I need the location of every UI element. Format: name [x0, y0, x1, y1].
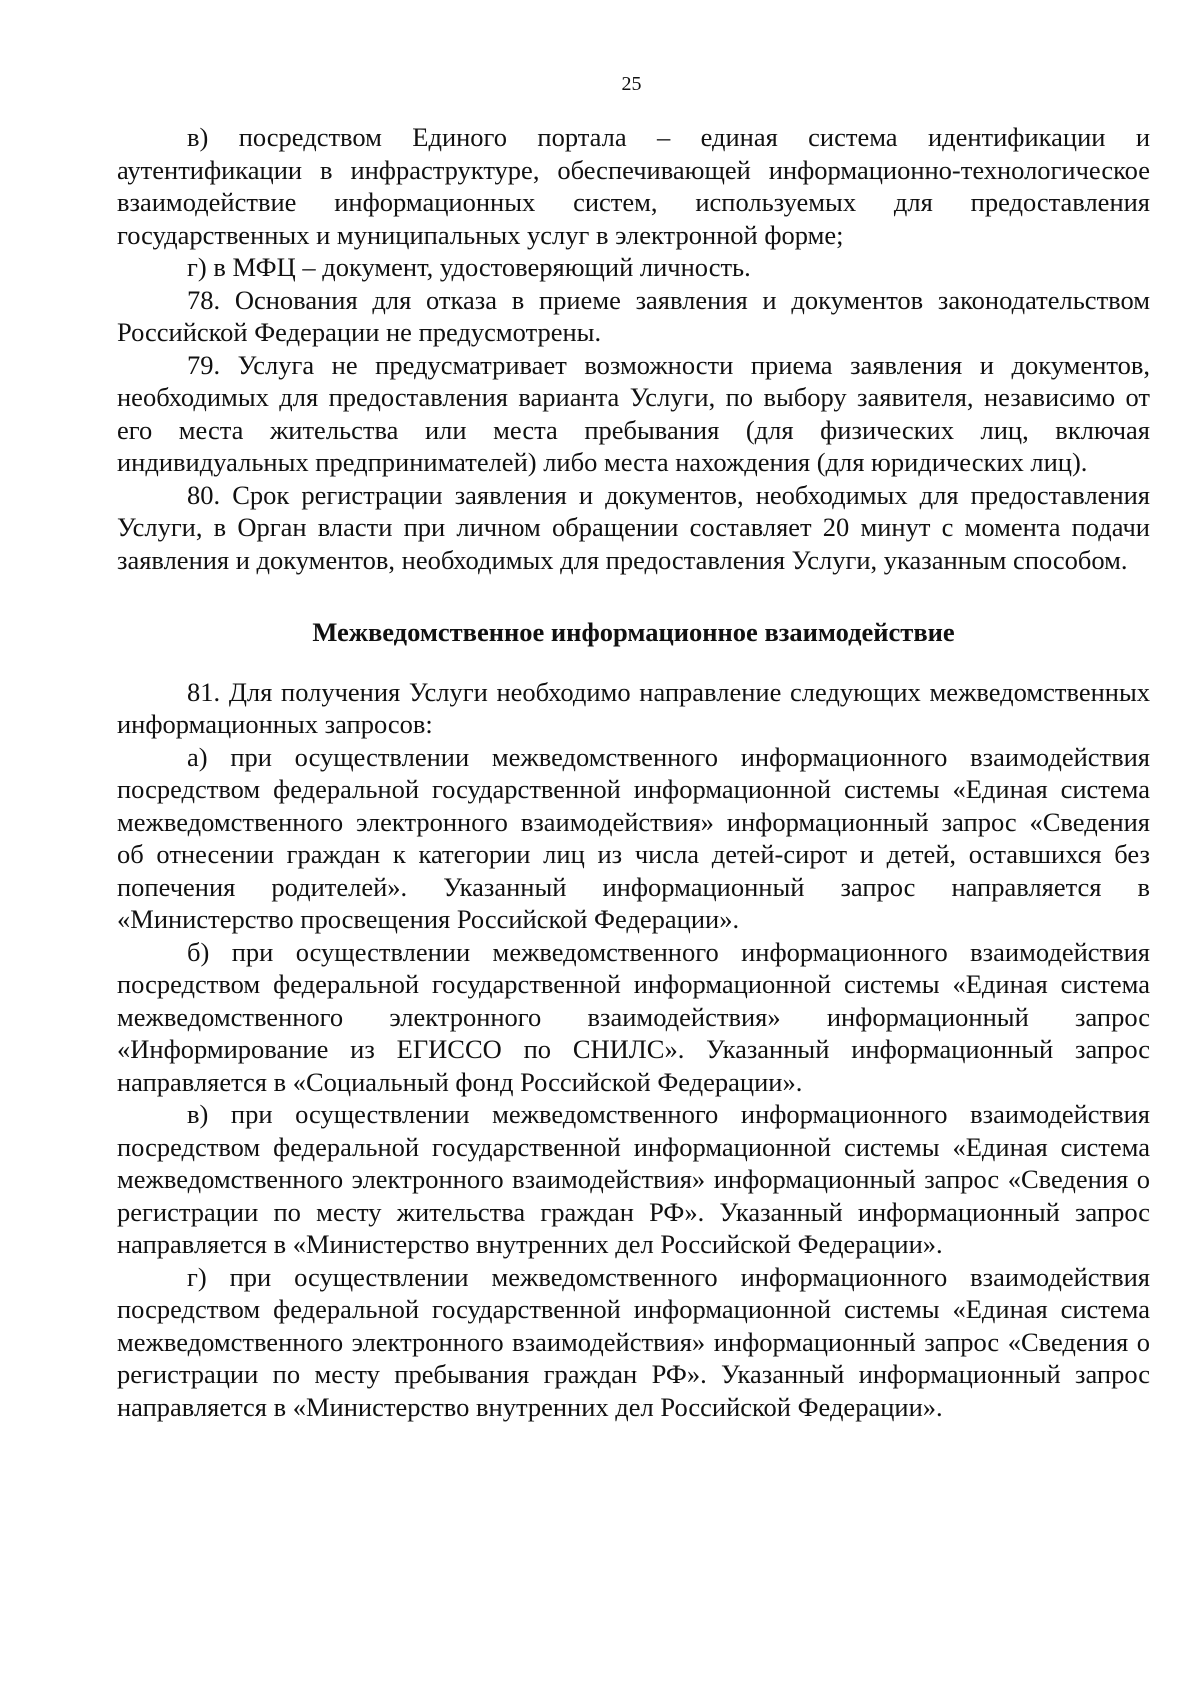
paragraph-80: 80. Срок регистрации заявления и документов, необходимых для предоставления Услуги, в Орган власти при личном обращении составляет 20 минут с момента подачи заявления и документов, необходимых для предоставления Услуги, указанным способом.: [117, 479, 1150, 575]
paragraph-81-a: а) при осуществлении межведомственного информационного взаимодействия посредством федеральной государственной информационной системы «Единая система межведомственного электронного взаимодействия» информационный запрос «Сведения об отнесении граждан к категории лиц из числа детей-сирот и детей, оставшихся без попечения родителей». Указанный информационный запрос направляется в «Министерство просвещения Российской Федерации».: [117, 741, 1150, 934]
page-number: 25: [621, 73, 642, 95]
paragraph-78: 78. Основания для отказа в приеме заявления и документов законодательством Российской Федерации не предусмотрены.: [117, 284, 1150, 347]
paragraph-81-v: в) при осуществлении межведомственного информационного взаимодействия посредством федеральной государственной информационной системы «Единая система межведомственного электронного взаимодействия» информационный запрос «Сведения о регистрации по месту жительства граждан РФ». Указанный информационный запрос направляется в «Министерство внутренних дел Российской Федерации».: [117, 1099, 1150, 1259]
document-body: [117, 121, 1150, 1423]
paragraph-79: 79. Услуга не предусматривает возможности приема заявления и документов, необходимых для предоставления варианта Услуги, по выбору заявителя, независимо от его места жительства или места пребывания (для физических лиц, включая индивидуальных предпринимателей) либо места нахождения (для юридических лиц).: [117, 349, 1150, 477]
paragraph-81: 81. Для получения Услуги необходимо направление следующих межведомственных информационных запросов:: [117, 676, 1150, 739]
paragraph-81-b: б) при осуществлении межведомственного информационного взаимодействия посредством федеральной государственной информационной системы «Единая система межведомственного электронного взаимодействия» информационный запрос «Информирование из ЕГИССО по СНИЛС». Указанный информационный запрос направляется в «Социальный фонд Российской Федерации».: [117, 936, 1150, 1097]
paragraph-77-g: г) в МФЦ – документ, удостоверяющий личность.: [187, 252, 751, 282]
paragraph-81-g: г) при осуществлении межведомственного информационного взаимодействия посредством федеральной государственной информационной системы «Единая система межведомственного электронного взаимодействия» информационный запрос «Сведения о регистрации по месту пребывания граждан РФ». Указанный информационный запрос направляется в «Министерство внутренних дел Российской Федерации».: [117, 1261, 1150, 1422]
section-heading: Межведомственное информационное взаимодействие: [312, 617, 955, 647]
paragraph-77-v: в) посредством Единого портала – единая система идентификации и аутентификации в инфраструктуре, обеспечивающей информационно-технологическое взаимодействие информационных систем, используемых для предоставления государственных и муниципальных услуг в электронной форме;: [117, 122, 1150, 250]
